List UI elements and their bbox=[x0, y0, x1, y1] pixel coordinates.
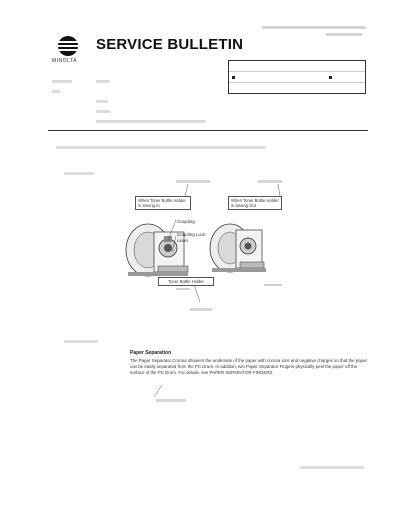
footer-line bbox=[300, 466, 364, 469]
section-2-number bbox=[64, 340, 98, 343]
figure-2-caption bbox=[156, 399, 186, 402]
product-table bbox=[228, 60, 366, 94]
toner-holder-swung-out-drawing bbox=[210, 224, 266, 272]
table-bullet-icon bbox=[232, 76, 235, 79]
figure-top-label-right bbox=[258, 180, 282, 183]
paper-separation-heading: Paper Separation bbox=[130, 350, 172, 356]
table-row-divider bbox=[229, 82, 365, 83]
meta-line-3 bbox=[96, 100, 108, 103]
meta-line-4 bbox=[96, 110, 110, 113]
table-row-divider bbox=[229, 71, 365, 72]
label-coupling-lock-lever: Coupling Lock Lever bbox=[177, 232, 206, 243]
meta-line-5 bbox=[96, 120, 206, 123]
section-1-number bbox=[64, 172, 94, 175]
figure-top-label-left bbox=[176, 180, 210, 183]
section-divider bbox=[48, 130, 368, 131]
header-faint-line-2 bbox=[326, 33, 362, 36]
table-bullet-icon bbox=[329, 76, 332, 79]
callout-swung-out: When Toner Bottle Holder is Swung Out bbox=[228, 196, 282, 210]
meta-line-1 bbox=[52, 80, 72, 83]
callout-swung-in: When Toner Bottle Holder is Swung In bbox=[135, 196, 191, 210]
minolta-logo-icon bbox=[58, 36, 78, 56]
label-coupling: Coupling bbox=[177, 219, 195, 224]
header-faint-line-1 bbox=[262, 26, 366, 29]
paper-separation-body: The Paper Separator Corona showers the underside of the paper with corona ions and negative charges so that the paper can be easily separated from the PC Drum. In addition, two Paper Separator Fingers physically peel the paper off the surface of the PC Drum. For details, see PAPER SEPARATOR FINGERS. bbox=[130, 358, 368, 375]
leader-line bbox=[278, 184, 280, 196]
paragraph-leader bbox=[150, 385, 170, 399]
drawing-code-left bbox=[176, 288, 190, 290]
figure-1-caption bbox=[190, 308, 212, 311]
meta-line-1b bbox=[96, 80, 110, 83]
intro-line bbox=[56, 146, 266, 149]
meta-line-2 bbox=[52, 90, 60, 93]
bulletin-title: SERVICE BULLETIN bbox=[96, 36, 244, 53]
callout-toner-bottle-holder: Toner Bottle Holder bbox=[158, 277, 214, 286]
drawing-code-right bbox=[264, 284, 282, 286]
leader-line bbox=[194, 284, 200, 302]
brand-name: MINOLTA bbox=[52, 58, 77, 64]
